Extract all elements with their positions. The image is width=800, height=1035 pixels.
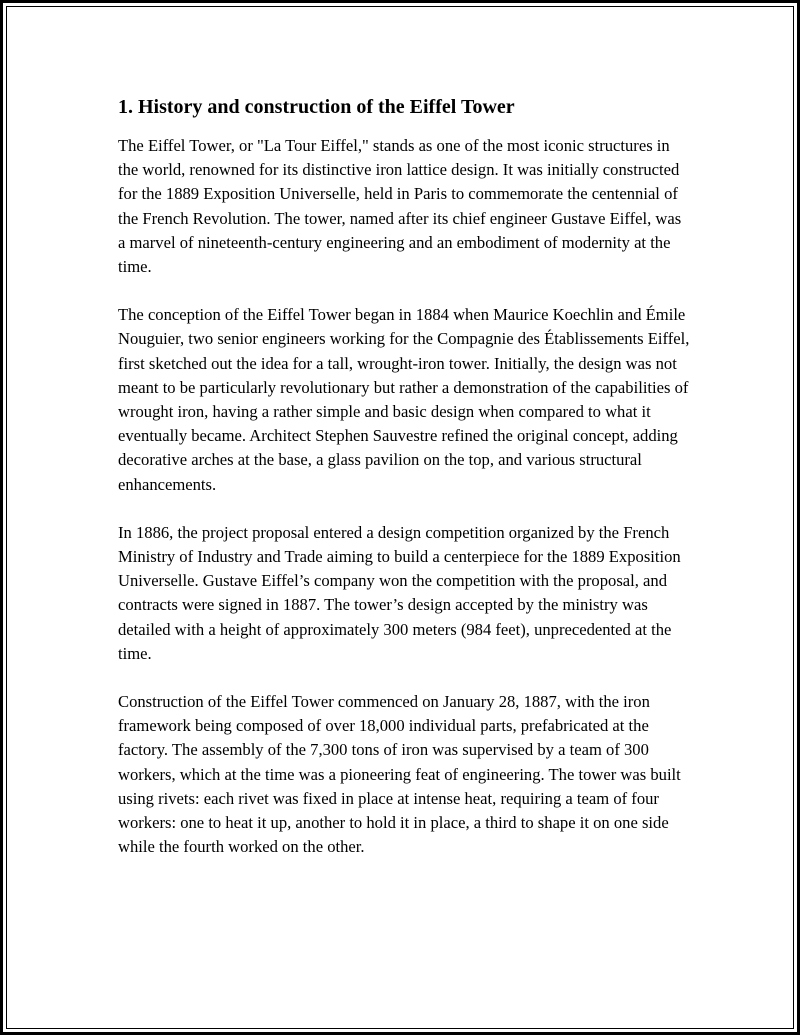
paragraph-2: The conception of the Eiffel Tower began in 1884 when Maurice Koechlin and Émile Nouguier, two senior engineers working for the Compagnie des Établissements Eiffel, first sketched out the idea for a tall, wrought-iron tower. Initially, the design was not meant to be particularly revolutionary but rather a demonstration of the capabilities of wrought iron, having a rather simple and basic design when compared to what it eventually became. Architect Stephen Sauvestre refined the original concept, adding decorative arches at the base, a glass pavilion on the top, and various structural enhancements. <box>118 305 690 494</box>
document-body <box>118 94 690 883</box>
paragraph-4: Construction of the Eiffel Tower commenced on January 28, 1887, with the iron framework being composed of over 18,000 individual parts, prefabricated at the factory. The assembly of the 7,300 tons of iron was supervised by a team of 300 workers, which at the time was a pioneering feat of engineering. The tower was built using rivets: each rivet was fixed in place at intense heat, requiring a team of four workers: one to heat it up, another to hold it in place, a third to shape it on one side while the fourth worked on the other. <box>118 692 681 857</box>
paragraph-1: The Eiffel Tower, or "La Tour Eiffel," stands as one of the most iconic structures in the world, renowned for its distinctive iron lattice design. It was initially constructed for the 1889 Exposition Universelle, held in Paris to commemorate the centennial of the French Revolution. The tower, named after its chief engineer Gustave Eiffel, was a marvel of nineteenth-century engineering and an embodiment of modernity at the time. <box>118 136 682 277</box>
section-heading: 1. History and construction of the Eiffel Tower <box>118 96 515 118</box>
paragraph-3: In 1886, the project proposal entered a design competition organized by the French Ministry of Industry and Trade aiming to build a centerpiece for the 1889 Exposition Universelle. Gustave Eiffel’s company won the competition with the proposal, and contracts were signed in 1887. The tower’s design accepted by the ministry was detailed with a height of approximately 300 meters (984 feet), unprecedented at the time. <box>118 522 681 663</box>
